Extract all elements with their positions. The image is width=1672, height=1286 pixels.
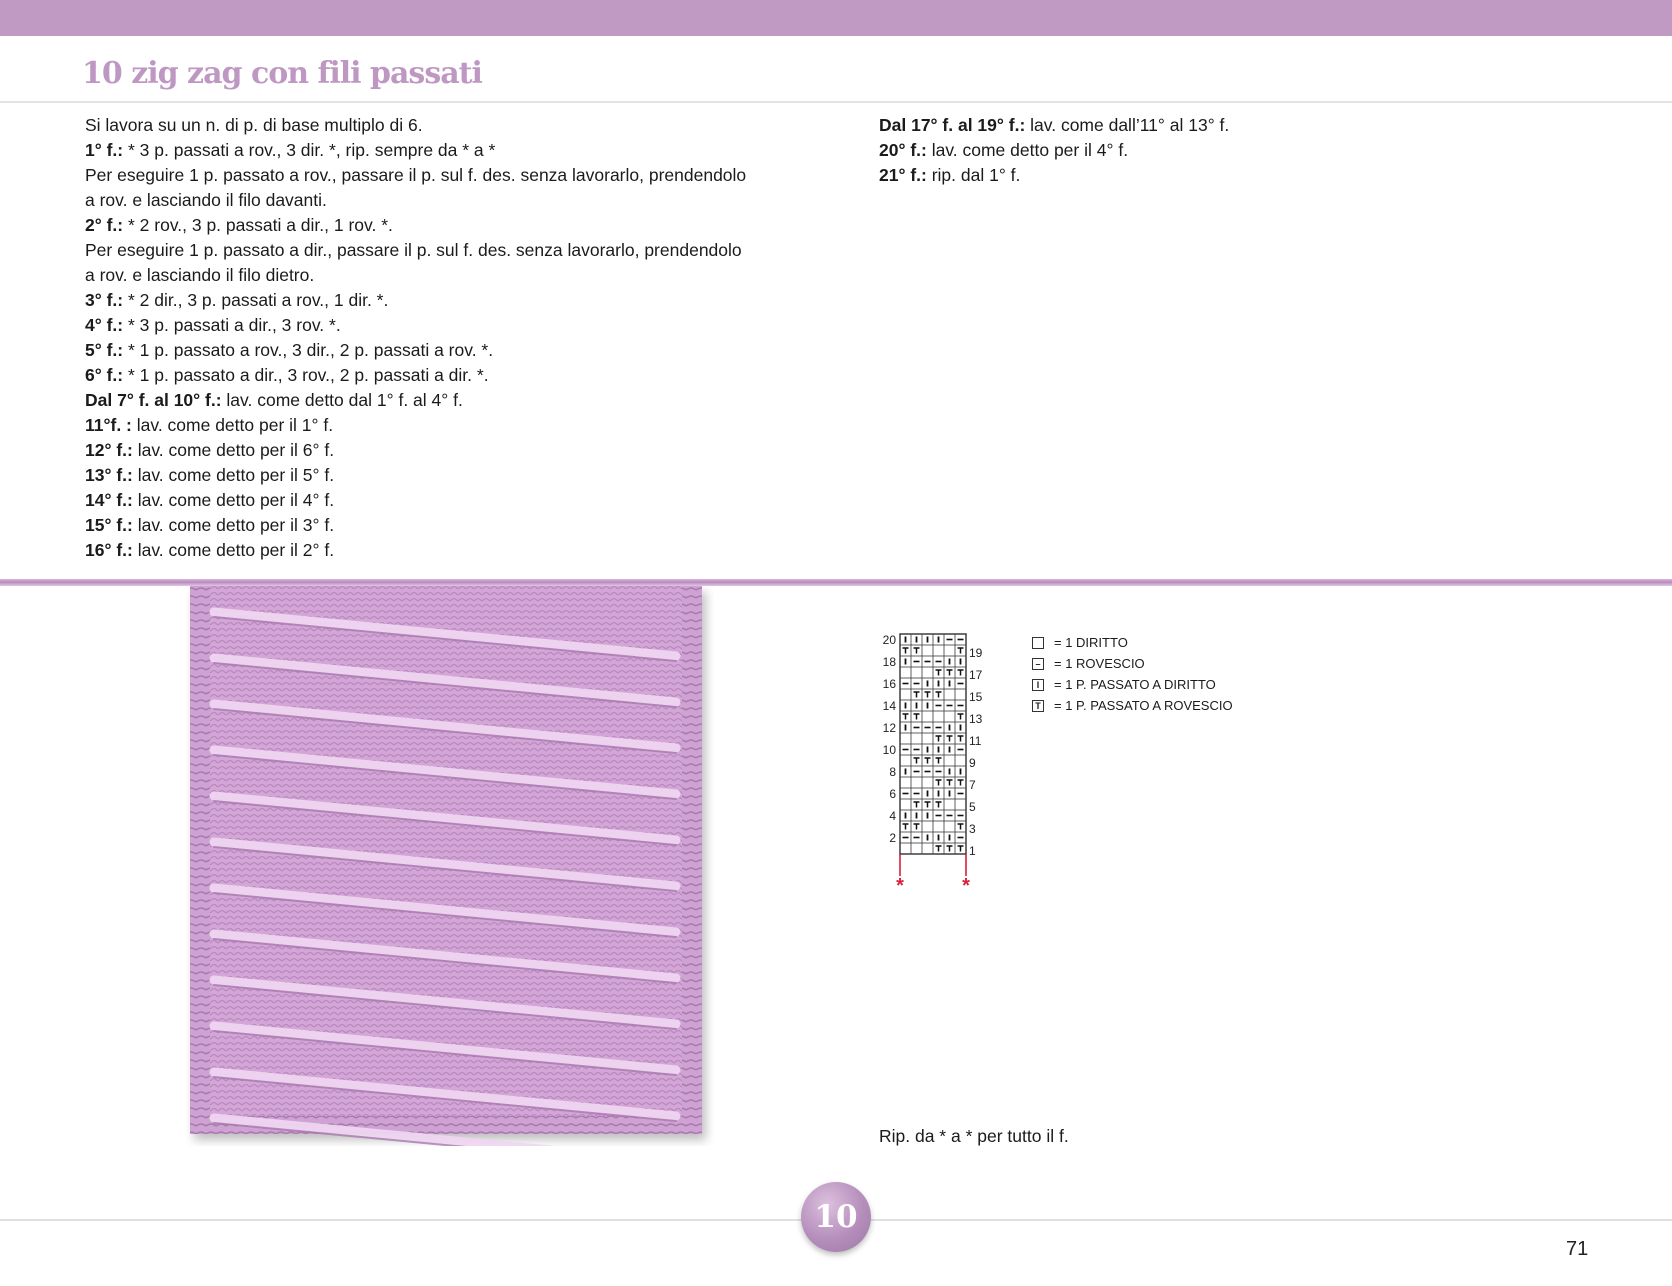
row-text: lav. come dall’11° al 13° f. (1025, 115, 1230, 135)
row-text: a rov. e lasciando il filo davanti. (85, 190, 327, 210)
row-label: Dal 17° f. al 19° f.: (879, 115, 1026, 135)
row-text: a rov. e lasciando il filo dietro. (85, 265, 315, 285)
row-label: 16° f.: (85, 540, 133, 560)
instruction-line (85, 538, 805, 563)
chart-row-label: 11 (969, 734, 982, 748)
row-label: 11°f. : (85, 415, 132, 435)
legend-item (1032, 632, 1233, 653)
row-text: * 3 p. passati a rov., 3 dir. *, rip. sempre da * a * (123, 140, 496, 160)
legend-label: = 1 ROVESCIO (1054, 656, 1145, 671)
row-text: lav. come detto per il 4° f. (132, 490, 335, 510)
instruction-line (85, 263, 805, 288)
row-text: lav. come detto dal 1° f. al 4° f. (221, 390, 463, 410)
row-text: rip. dal 1° f. (926, 165, 1021, 185)
chart-row-label: 12 (882, 721, 896, 735)
row-text: lav. come detto per il 6° f. (132, 440, 335, 460)
row-label: 15° f.: (85, 515, 133, 535)
top-accent-bar (0, 0, 1672, 36)
instruction-line (85, 488, 805, 513)
chart-row-label: 16 (882, 677, 896, 691)
title-divider (0, 101, 1672, 103)
instruction-line (879, 163, 1399, 188)
row-label: 3° f.: (85, 290, 124, 310)
chart-row-label: 14 (882, 699, 896, 713)
instruction-line (85, 138, 805, 163)
row-text: lav. come detto per il 2° f. (132, 540, 335, 560)
instruction-line (85, 188, 805, 213)
chart-row-label: 1 (969, 844, 976, 858)
row-text: * 1 p. passato a dir., 3 rov., 2 p. passati a dir. *. (123, 365, 489, 385)
row-text: lav. come detto per il 1° f. (131, 415, 334, 435)
chart-row-label: 15 (969, 690, 982, 704)
instruction-line (85, 513, 805, 538)
legend-symbol-icon: I (1032, 679, 1044, 691)
instructions-left-column (85, 113, 805, 563)
chart-row-label: 6 (889, 787, 896, 801)
legend-label: = 1 P. PASSATO A DIRITTO (1054, 677, 1216, 692)
instruction-line (85, 463, 805, 488)
instruction-line (85, 113, 805, 138)
yarn-divider (0, 579, 1672, 586)
row-text: lav. come detto per il 3° f. (132, 515, 335, 535)
instructions-right-column (879, 113, 1399, 188)
row-text: Per eseguire 1 p. passato a dir., passare il p. sul f. des. senza lavorarlo, prendendolo (85, 240, 742, 260)
row-label: Dal 7° f. al 10° f.: (85, 390, 222, 410)
chart-row-label: 19 (969, 646, 982, 660)
legend-symbol-icon (1032, 637, 1044, 649)
row-label: 21° f.: (879, 165, 927, 185)
chart-row-label: 7 (969, 778, 976, 792)
chart-row-label: 5 (969, 800, 976, 814)
instruction-line (85, 163, 805, 188)
repeat-marker: * (896, 875, 904, 897)
row-label: 20° f.: (879, 140, 927, 160)
row-label: 14° f.: (85, 490, 133, 510)
legend-label: = 1 P. PASSATO A ROVESCIO (1054, 698, 1233, 713)
row-text: * 2 dir., 3 p. passati a rov., 1 dir. *. (123, 290, 389, 310)
instruction-line (85, 313, 805, 338)
chart-row-label: 4 (889, 809, 896, 823)
chart-row-label: 8 (889, 765, 896, 779)
chart-row-label: 13 (969, 712, 982, 726)
chart-row-label: 9 (969, 756, 976, 770)
repeat-marker: * (962, 875, 970, 897)
row-text: * 3 p. passati a dir., 3 rov. *. (123, 315, 341, 335)
chart-row-label: 18 (882, 655, 896, 669)
page-number: 71 (1566, 1238, 1589, 1260)
row-label: 12° f.: (85, 440, 133, 460)
instruction-line (85, 213, 805, 238)
knitted-swatch-photo (186, 586, 714, 1146)
legend-item (1032, 674, 1233, 695)
instruction-line (85, 388, 805, 413)
row-text: * 2 rov., 3 p. passati a dir., 1 rov. *. (123, 215, 393, 235)
chart-row-label: 20 (882, 633, 896, 647)
chart-row-label: 17 (969, 668, 982, 682)
legend-item (1032, 653, 1233, 674)
instruction-line (879, 138, 1399, 163)
pattern-number-badge: 10 (801, 1182, 871, 1252)
legend-item (1032, 695, 1233, 716)
row-label: 1° f.: (85, 140, 124, 160)
row-label: 4° f.: (85, 315, 124, 335)
row-label: 2° f.: (85, 215, 124, 235)
chart-row-label: 10 (882, 743, 896, 757)
legend-symbol-icon: – (1032, 658, 1044, 670)
row-label: 5° f.: (85, 340, 124, 360)
instruction-line (85, 288, 805, 313)
row-text: Si lavora su un n. di p. di base multiplo di 6. (85, 115, 423, 135)
instruction-line (85, 238, 805, 263)
row-label: 6° f.: (85, 365, 124, 385)
row-text: * 1 p. passato a rov., 3 dir., 2 p. passati a rov. *. (123, 340, 494, 360)
stitch-chart (870, 628, 982, 903)
instruction-line (85, 338, 805, 363)
instruction-line (879, 113, 1399, 138)
instruction-line (85, 413, 805, 438)
repeat-note: Rip. da * a * per tutto il f. (879, 1126, 1069, 1146)
legend-label: = 1 DIRITTO (1054, 635, 1128, 650)
chart-row-label: 2 (889, 831, 896, 845)
row-text: Per eseguire 1 p. passato a rov., passare il p. sul f. des. senza lavorarlo, prendendolo (85, 165, 747, 185)
row-text: lav. come detto per il 4° f. (926, 140, 1129, 160)
pattern-title: 10 zig zag con fili passati (82, 56, 482, 91)
chart-legend (1032, 632, 1233, 716)
chart-grid (870, 628, 982, 898)
legend-symbol-icon: T (1032, 700, 1044, 712)
instruction-line (85, 363, 805, 388)
instruction-line (85, 438, 805, 463)
row-label: 13° f.: (85, 465, 133, 485)
chart-row-label: 3 (969, 822, 976, 836)
row-text: lav. come detto per il 5° f. (132, 465, 335, 485)
